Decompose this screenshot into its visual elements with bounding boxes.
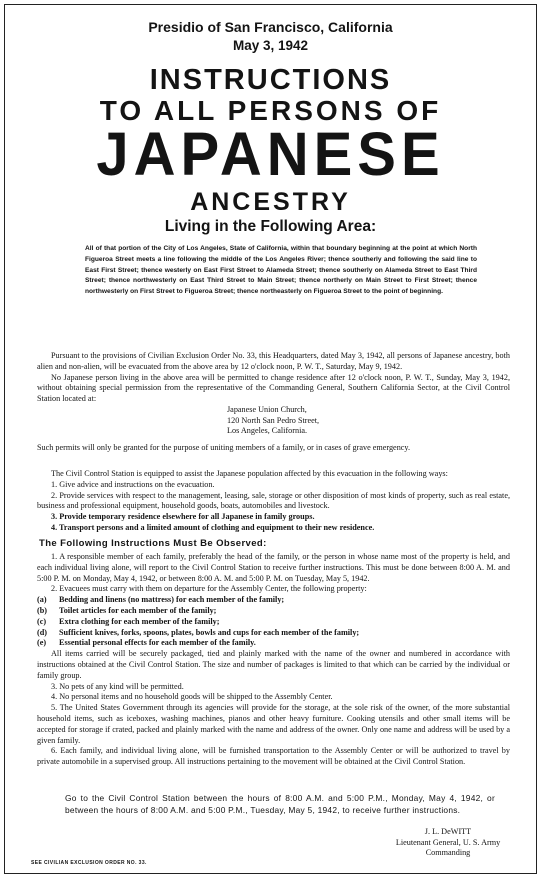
signature-block xyxy=(393,827,503,859)
property-item xyxy=(37,617,510,628)
title-line-to-all-persons: TO ALL PERSONS OF xyxy=(99,95,442,126)
permits-paragraph xyxy=(37,443,510,454)
instruction-5: 5. The United States Government through its agencies will provide for the storage, at the sole risk of the owner, of the more substantial household items, such as iceboxes, washing machines, pianos and other heavy furniture. Cooking utensils and other small items will be accepted for storage if crated, packed and plainly marked with the name and address of the owner. Only one name and address will be used by a given family. xyxy=(37,703,510,745)
property-item xyxy=(37,595,510,606)
property-item-text: Bedding and linens (no mattress) for each member of the family; xyxy=(59,595,285,605)
footer-order-reference: SEE CIVILIAN EXCLUSION ORDER NO. 33. xyxy=(31,860,147,866)
ccs-item: 2. Provide services with respect to the management, leasing, sale, storage or other disposition of most kinds of property, such as real estate, business and professional equipment, household goods, boats, automobiles and livestock. xyxy=(37,490,510,511)
ccs-item: 1. Give advice and instructions on the evacuation. xyxy=(51,479,215,489)
property-item-text: Extra clothing for each member of the family; xyxy=(59,616,220,626)
title-line-ancestry: ANCESTRY xyxy=(190,188,351,216)
location-heading: Presidio of San Francisco, California xyxy=(148,19,393,35)
instruction-6: 6. Each family, and individual living alone, will be furnished transportation to the Assembly Center or will be authorized to travel by private automobile in a supervised group. All instructions pertaining to the movement will be obtained at the Civil Control Station. xyxy=(37,746,510,767)
ccs-item: 3. Provide temporary residence elsewhere for all Japanese in family groups. xyxy=(51,512,315,522)
poster-sheet xyxy=(4,4,537,874)
address-line: 120 North San Pedro Street, xyxy=(227,415,320,425)
property-item-text: Essential personal effects for each member of the family. xyxy=(59,638,256,648)
date-heading: May 3, 1942 xyxy=(232,38,309,53)
go-to-station-notice: Go to the Civil Control Station between the hours of 8:00 A.M. and 5:00 P.M., Monday, May 4, 1942, or between the hours of 8:00 A.M. and 5:00 P.M., Tuesday, May 5, 1942, to receive further instructions. xyxy=(65,793,495,815)
permits-text: Such permits will only be granted for the purpose of uniting members of a family, or in cases of grave emergency. xyxy=(37,443,411,452)
ccs-item: 4. Transport persons and a limited amount of clothing and equipment to their new residence. xyxy=(51,522,375,532)
signature-title-commanding: Commanding xyxy=(425,848,471,858)
signature-title: Lieutenant General, U. S. Army xyxy=(395,837,501,847)
property-item-label: (a) xyxy=(37,595,47,605)
property-item-label: (e) xyxy=(37,638,47,648)
instruction-3: 3. No pets of any kind will be permitted. xyxy=(51,681,184,691)
instructions-heading: The Following Instructions Must Be Observed: xyxy=(39,538,267,549)
property-item-label: (c) xyxy=(37,616,47,626)
instruction-4: 4. No personal items and no household goods will be shipped to the Assembly Center. xyxy=(51,692,333,702)
intro-section xyxy=(37,351,510,405)
subtitle-living-area: Living in the Following Area: xyxy=(164,218,377,235)
property-item-label: (d) xyxy=(37,627,48,637)
property-item-text: Sufficient knives, forks, spoons, plates, bowls and cups for each member of the family; xyxy=(59,627,360,637)
address-line: Los Angeles, California. xyxy=(227,426,308,436)
pursuant-paragraph: Pursuant to the provisions of Civilian Exclusion Order No. 33, this Headquarters, dated May 3, 1942, all persons of Japanese ancestry, both alien and non-alien, will be evacuated from the above area by 12 o'clock noon, P. W. T., Saturday, May 9, 1942. xyxy=(37,351,510,371)
address-line: Japanese Union Church, xyxy=(227,405,307,414)
civil-control-station-section xyxy=(37,469,510,534)
station-address xyxy=(227,405,319,437)
signature-name: J. L. DeWITT xyxy=(424,827,472,836)
instructions-section xyxy=(37,552,510,768)
title-line-japanese: JAPANESE xyxy=(96,120,445,189)
packaged-paragraph: All items carried will be securely packaged, tied and plainly marked with the name of the owner and numbered in accordance with instructions obtained at the Civil Control Station. The size and number of packages is limited to that which can be carried by the individual or family group. xyxy=(37,649,510,680)
title-line-instructions: INSTRUCTIONS xyxy=(149,64,392,96)
property-item xyxy=(37,628,510,639)
area-description: All of that portion of the City of Los Angeles, State of California, within that boundary beginning at the point at which North Figueroa Street meets a line following the middle of the Los Angeles River; thence southerly and following the said line to East First Street; thence westerly on East First Street to Alameda Street; thence southerly on Alameda Street to East Third Street; thence northwesterly on East Third Street to Main Street; thence northerly on Main Street to First Street; thence northwesterly on First Street to Figueroa Street; thence northeasterly on Figueroa Street to the point of beginning. xyxy=(85,245,477,296)
instruction-1: 1. A responsible member of each family, preferably the head of the family, or the person in whose name most of the property is held, and each individual living alone, will report to the Civil Control Station to receive further instructions. This must be done between 8:00 A. M. and 5:00 P. M. on Monday, May 4, 1942, or between 8:00 A. M. and 5:00 P. M. on Tuesday, May 5, 1942. xyxy=(37,552,510,583)
ccs-intro: The Civil Control Station is equipped to assist the Japanese population affected by this evacuation in the following ways: xyxy=(51,469,448,478)
property-item xyxy=(37,638,510,649)
no-change-paragraph: No Japanese person living in the above area will be permitted to change residence after 12 o'clock noon, P. W. T., Sunday, May 3, 1942, without obtaining special permission from the representative of the Commanding General, Southern California Sector, at the Civil Control Station located at: xyxy=(37,372,510,404)
property-item-label: (b) xyxy=(37,605,48,615)
property-item-text: Toilet articles for each member of the family; xyxy=(59,605,217,615)
instruction-2: 2. Evacuees must carry with them on departure for the Assembly Center, the following property: xyxy=(51,584,367,594)
property-item xyxy=(37,606,510,617)
